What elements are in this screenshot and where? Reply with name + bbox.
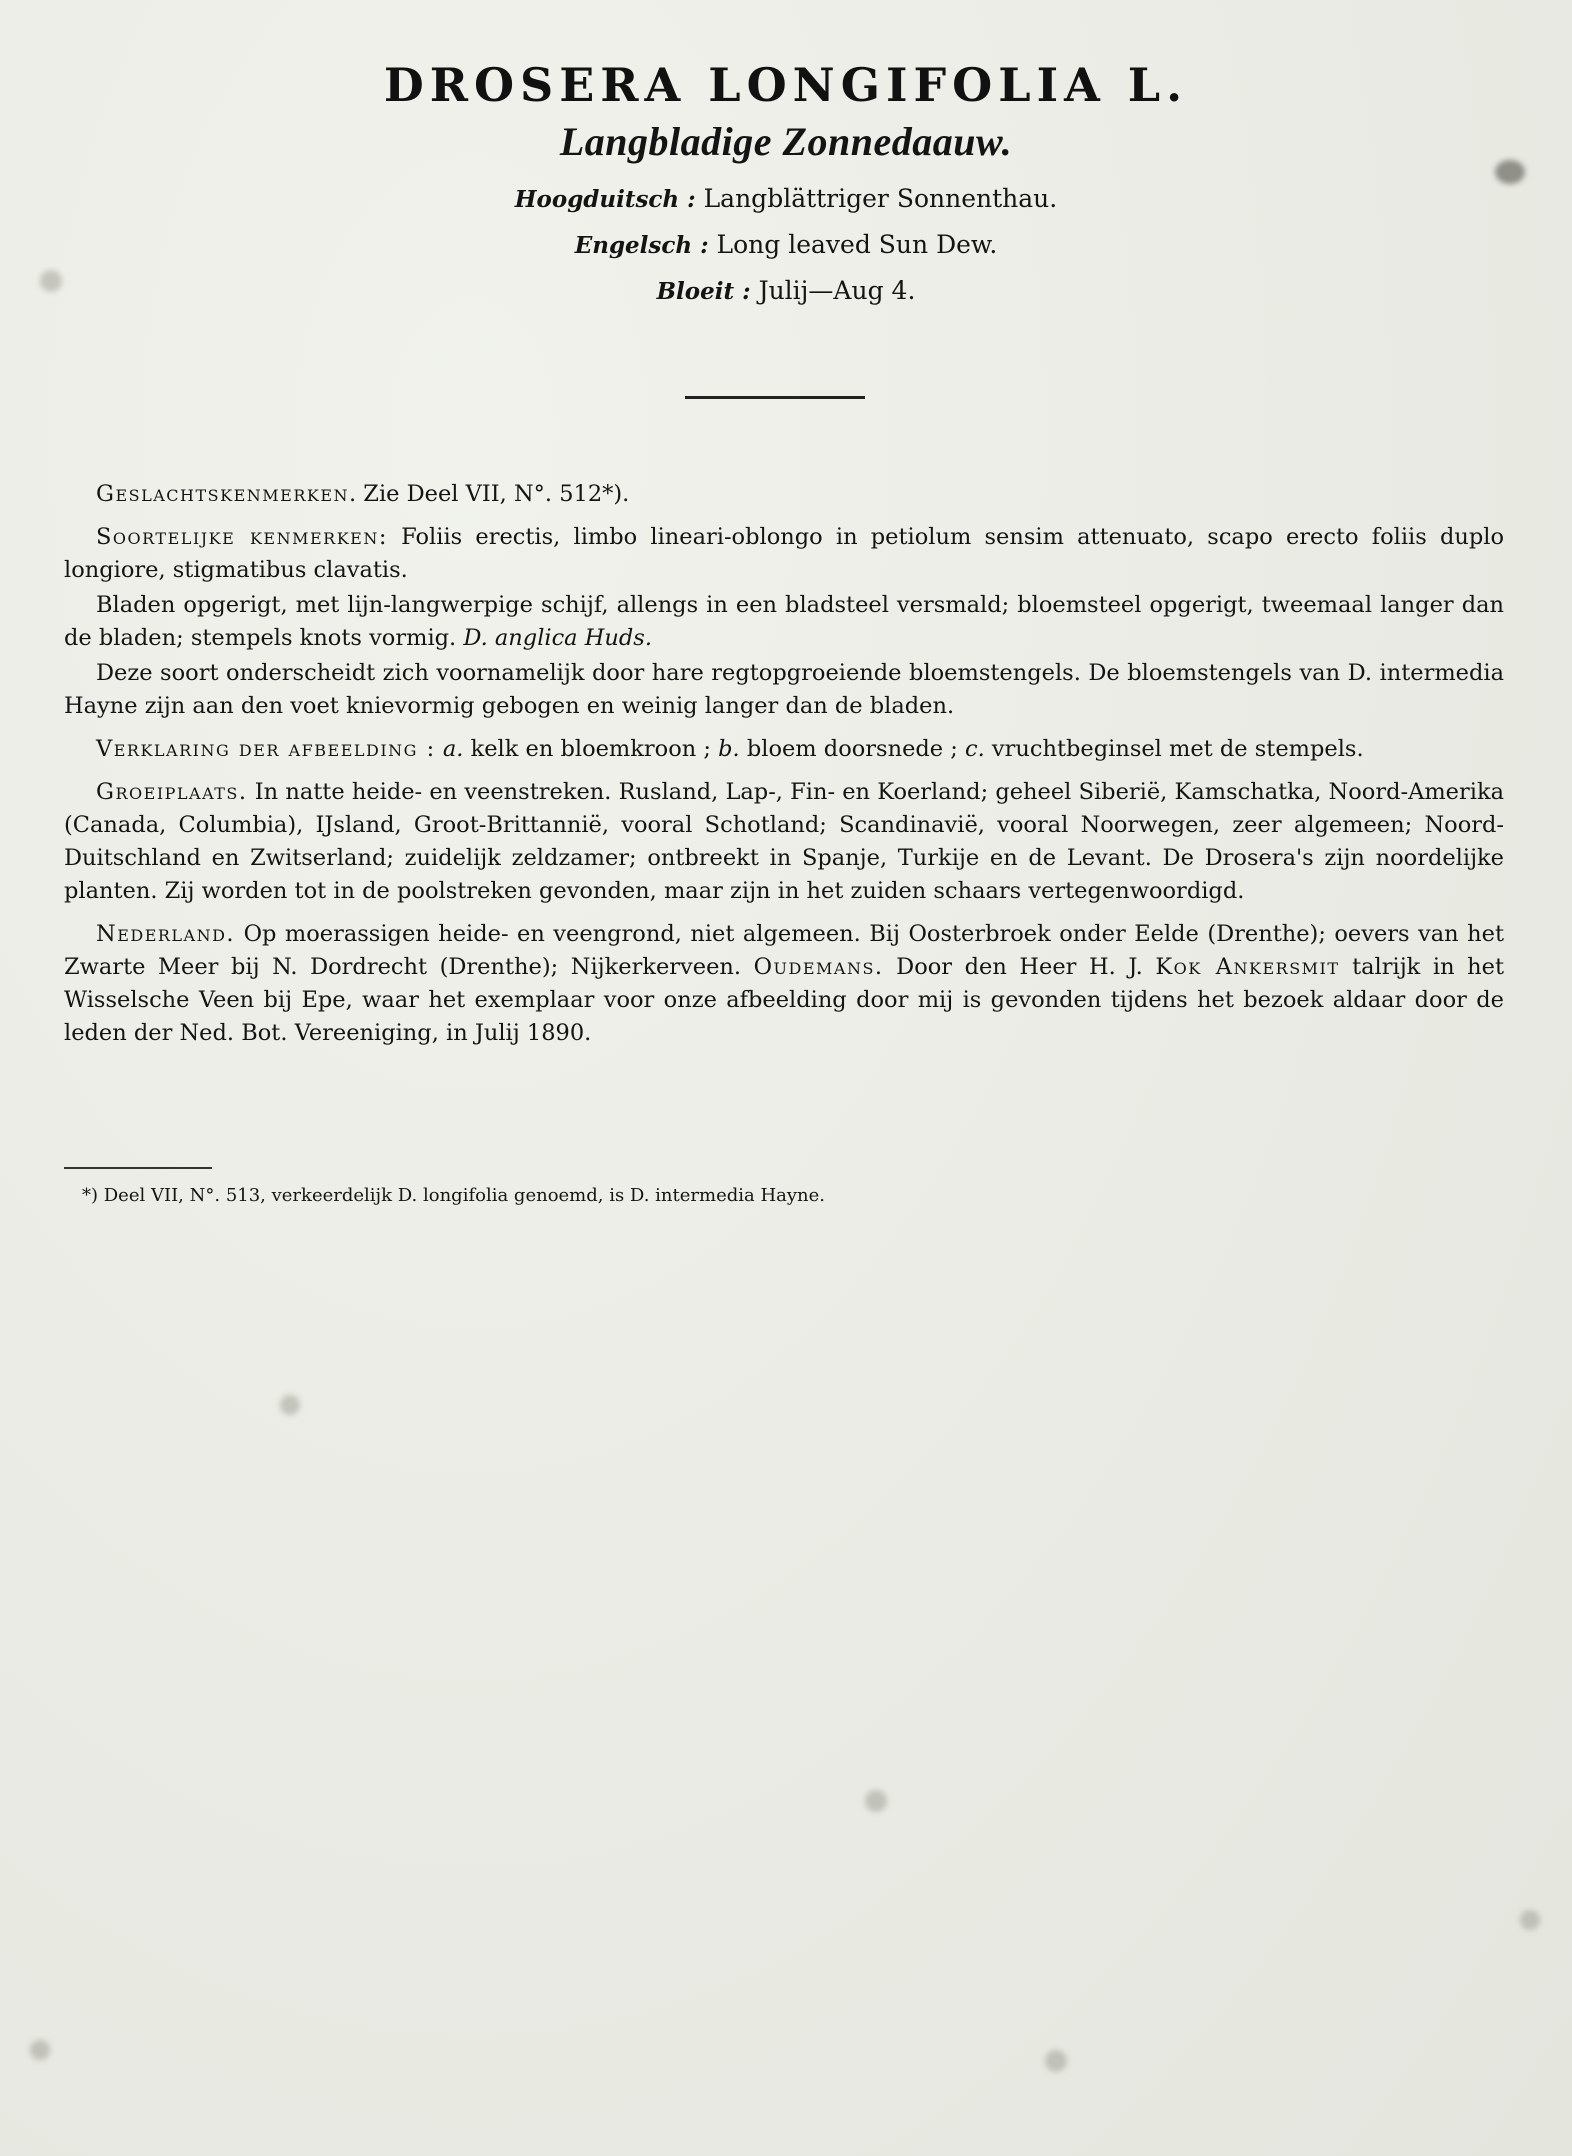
explanation-label: Verklaring der afbeelding : [96, 736, 436, 762]
german-label: Hoogduitsch : [514, 186, 696, 213]
netherlands-text-3: talrijk in het Wisselsche Veen bij Epe, waar het exemplaar voor onze afbeelding door mij is gevonden tijdens het bezoek aldaar door de leden der Ned. Bot. Vereeniging, in Julij 1890. [64, 954, 1504, 1046]
explanation-paragraph [64, 733, 1504, 766]
english-name-line [0, 230, 1572, 259]
dutch-description-synonym: D. anglica Huds. [463, 625, 652, 651]
explanation-a-text: kelk en bloemkroon ; [463, 736, 719, 762]
explanation-c-text: vruchtbeginsel met de stempels. [984, 736, 1364, 762]
english-value: Long leaved Sun Dew. [716, 230, 998, 259]
person-oudemans: Oudemans. [753, 954, 884, 980]
difference-paragraph [64, 657, 1504, 723]
page-title: DROSERA LONGIFOLIA L. [383, 58, 1189, 112]
species-paragraph [64, 521, 1504, 587]
genus-paragraph [64, 478, 1504, 511]
dutch-description-text: Bladen opgerigt, met lijn-langwerpige schijf, allengs in een bladsteel versmald; bloemsteel opgerigt, tweemaal langer dan de bladen; stempels knots vormig. [64, 592, 1504, 651]
bloom-label: Bloeit : [656, 278, 751, 305]
title-divider [685, 396, 865, 399]
paper-stain [30, 2040, 50, 2060]
paper-stain [280, 1395, 300, 1415]
genus-label: Geslachtskenmerken [96, 481, 349, 507]
paper-stain [865, 1790, 887, 1812]
genus-text: . Zie Deel VII, N°. 512*). [349, 481, 630, 507]
species-label: Soortelijke kenmerken: [96, 524, 388, 550]
explanation-b-text: bloem doorsnede ; [739, 736, 965, 762]
habitat-paragraph [64, 776, 1504, 908]
footnote-rule [64, 1167, 212, 1169]
paper-stain [1045, 2050, 1067, 2072]
english-label: Engelsch : [574, 232, 709, 259]
dutch-description-paragraph [64, 589, 1504, 655]
netherlands-text-1: Op moerassigen heide- en veengrond, niet algemeen. Bij Oosterbroek onder Eelde (Drenthe); oevers van het Zwarte Meer bij N. Dordrecht (Drenthe); Nijkerkerveen. [64, 921, 1504, 980]
page-subtitle: Langbladige Zonnedaauw. [559, 119, 1013, 164]
footnote: *) Deel VII, N°. 513, verkeerdelijk D. longifolia genoemd, is D. intermedia Hayne. [82, 1185, 826, 1206]
bloom-value: Julij—Aug 4. [758, 276, 916, 305]
main-text [64, 478, 1504, 1060]
explanation-a: a. [442, 736, 464, 762]
explanation-b: b. [718, 736, 740, 762]
bloom-line [0, 276, 1572, 305]
person-kok-ankersmit: Kok Ankersmit [1155, 954, 1340, 980]
habitat-label: Groeiplaats. [96, 779, 248, 805]
species-text: Foliis erectis, limbo lineari-oblongo in petiolum sensim attenuato, scapo erecto foliis duplo longiore, stigmatibus clavatis. [64, 524, 1504, 583]
german-value: Langblättriger Sonnenthau. [703, 184, 1058, 213]
explanation-c: c. [965, 736, 985, 762]
netherlands-paragraph [64, 918, 1504, 1050]
netherlands-text-2: Door den Heer H. J. [883, 954, 1156, 980]
habitat-text: In natte heide- en veenstreken. Rusland, Lap-, Fin- en Koerland; geheel Siberië, Kamschatka, Noord-Amerika (Canada, Columbia), IJsland, Groot-Brittannië, vooral Schotland; Scandinavië, vooral Noorwegen, zeer algemeen; Noord-Duitschland en Zwitserland; zuidelijk zeldzamer; ontbreekt in Spanje, Turkije en de Levant. De Drosera's zijn noordelijke planten. Zij worden tot in de poolstreken gevonden, maar zijn in het zuiden schaars vertegenwoordigd. [64, 779, 1504, 904]
german-name-line [0, 184, 1572, 213]
paper-stain [1520, 1910, 1540, 1930]
difference-text: Deze soort onderscheidt zich voornamelijk door hare regtopgroeiende bloemstengels. De bloemstengels van D. intermedia Hayne zijn aan den voet knievormig gebogen en weinig langer dan de bladen. [64, 660, 1504, 719]
netherlands-label: Nederland. [96, 921, 236, 947]
